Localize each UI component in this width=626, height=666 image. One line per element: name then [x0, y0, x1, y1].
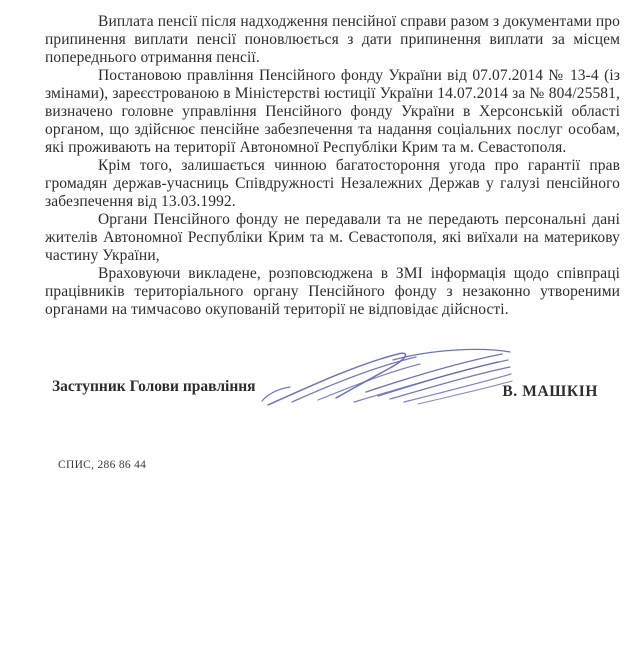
signature-stroke	[390, 367, 510, 399]
signer-name: В. МАШКІН	[502, 383, 598, 400]
body-paragraph: Органи Пенсійного фонду не передавали та не передають персональні дані жителів Автономної Республіки Крим та м. Севастополя, які виїхали на материкову частину України,	[45, 211, 620, 264]
signature-stroke	[268, 353, 406, 405]
body-paragraph: Виплата пенсії після надходження пенсійної справи разом з документами про припинення виплати пенсії поновлюється з дати припинення виплати за місцем попереднього отримання пенсії.	[45, 13, 620, 66]
letter-body	[45, 13, 620, 319]
signature-image	[258, 342, 514, 412]
body-paragraph: Постановою правління Пенсійного фонду України від 07.07.2014 № 13-4 (із змінами), зареєстрованою в Міністерстві юстиції України 14.07.2014 за № 804/25581, визначено головне управління Пенсійного фонду України в Херсонській області органом, що здійснює пенсійне забезпечення та надання соціальних послуг особам, які проживають на території Автономної Республіки Крим та м. Севастополя.	[45, 67, 620, 156]
body-paragraph: Крім того, залишається чинною багатостороння угода про гарантії прав громадян держав-учасниць Співдружності Незалежних Держав у галузі пенсійного забезпечення від 13.03.1992.	[45, 157, 620, 210]
signature-stroke	[418, 381, 512, 404]
signature-stroke	[262, 387, 290, 401]
signature-stroke	[404, 374, 511, 402]
body-paragraph: Враховуючи викладене, розповсюджена в ЗМІ інформація щодо співпраці працівників територіального органу Пенсійного фонду з незаконно утвореними органами на тимчасово окупованій території не відповідає дійсності.	[45, 265, 620, 318]
signer-title: Заступник Голови правління	[52, 378, 256, 395]
signature-stroke	[378, 360, 508, 396]
reference-number: СПИС, 286 86 44	[58, 459, 147, 471]
